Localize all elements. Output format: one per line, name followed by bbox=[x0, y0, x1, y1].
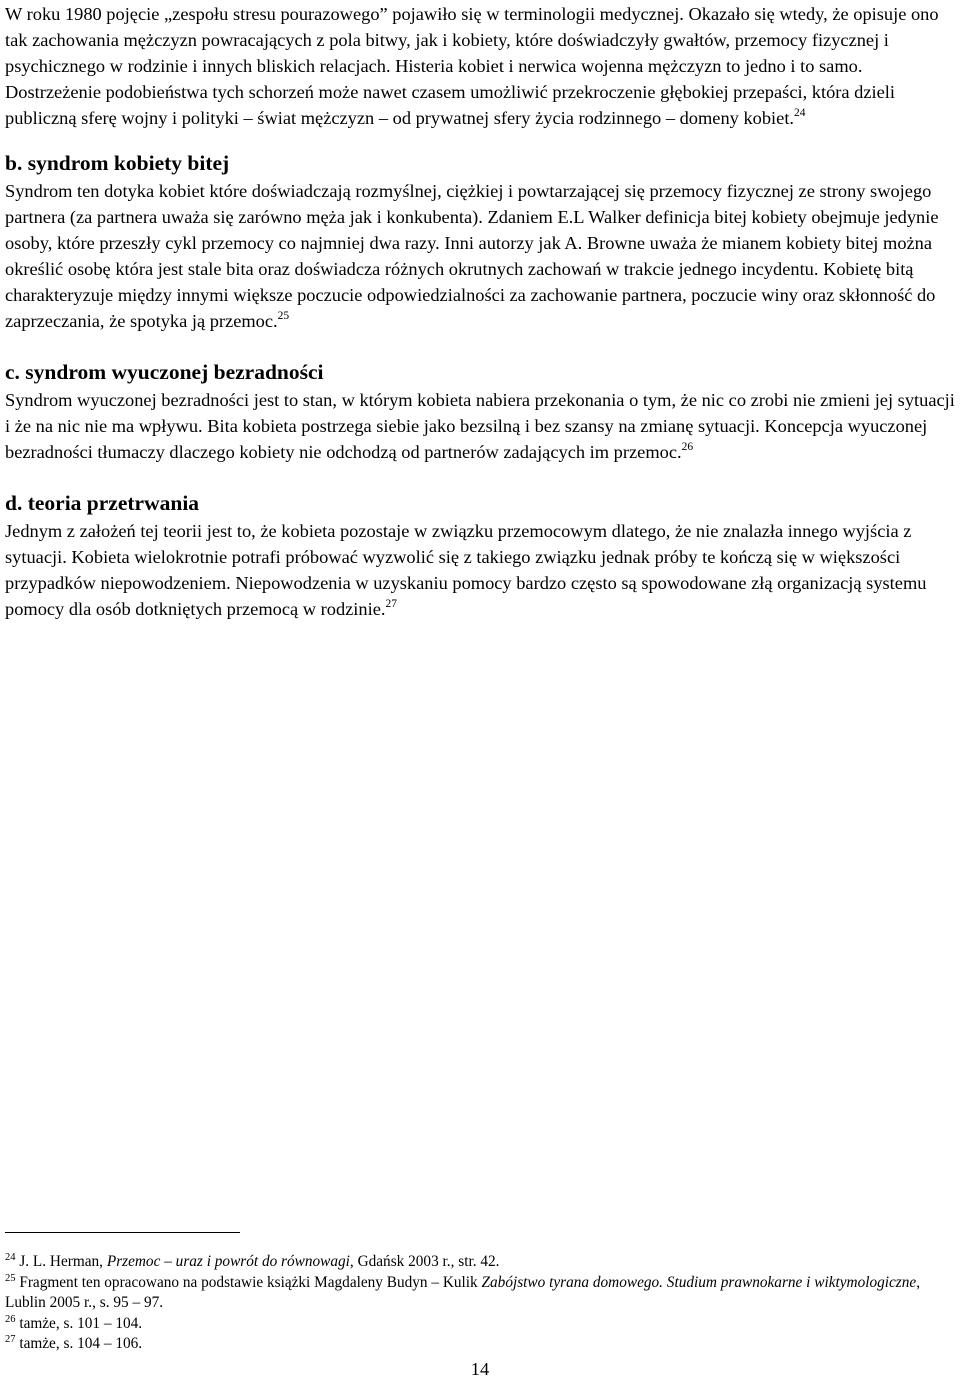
footnote-text: Fragment ten opracowano na podstawie książki Magdaleny Budyn – Kulik bbox=[15, 1273, 482, 1291]
footnote-ref-24: 24 bbox=[794, 107, 806, 119]
footnote-number: 26 bbox=[5, 1313, 16, 1325]
section-d-heading: d. teoria przetrwania bbox=[5, 491, 200, 515]
footnote-text: , Gdańsk 2003 r., str. 42. bbox=[349, 1253, 500, 1270]
footnote-title: Zabójstwo tyrana domowego. Studium prawnokarne i wiktymologiczne bbox=[481, 1273, 917, 1291]
section-b-paragraph bbox=[5, 178, 955, 334]
section-c-paragraph bbox=[5, 387, 955, 465]
footnote-text: , Lublin 2005 r., s. 95 – 97. bbox=[5, 1273, 921, 1311]
section-b-heading: b. syndrom kobiety bitej bbox=[5, 151, 230, 175]
footnote-number: 24 bbox=[5, 1252, 16, 1263]
section-c-heading: c. syndrom wyuczonej bezradności bbox=[5, 360, 324, 384]
footnote-25 bbox=[5, 1273, 955, 1314]
intro-text: W roku 1980 pojęcie „zespołu stresu pourazowego” pojawiło się w terminologii medycznej. Okazało się wtedy, że opisuje ono tak zachowania mężczyzn powracających z pola bitwy, jak i kobiety, które doświadczyły gwałtów, przemocy fizycznej i psychicznego w rodzinie i innych bliskich relacjach. Histeria kobiet i nerwica wojenna mężczyzn to jedno i to samo. Dostrzeżenie podobieństwa tych schorzeń może nawet czasem umożliwić przekroczenie głębokiej przepaści, która dzieli publiczną sferę wojny i polityki – świat mężczyzn – od prywatnej sfery życia rodzinnego – domeny kobiet. bbox=[5, 4, 939, 128]
section-d-paragraph bbox=[5, 518, 955, 622]
footnotes bbox=[5, 1252, 955, 1355]
footnote-separator bbox=[5, 1232, 240, 1233]
footnote-26 bbox=[5, 1314, 955, 1335]
footnote-number: 25 bbox=[5, 1272, 16, 1284]
page-number: 14 bbox=[470, 1359, 490, 1379]
footnote-text: tamże, s. 101 – 104. bbox=[15, 1314, 143, 1332]
footnote-ref-27: 27 bbox=[385, 598, 397, 610]
document-page bbox=[5, 0, 955, 622]
section-b-text: Syndrom ten dotyka kobiet które doświadczają rozmyślnej, ciężkiej i powtarzającej się przemocy fizycznej ze strony swojego partnera (za partnera uważa się zarówno męża jak i konkubenta). Zdaniem E.L Walker definicja bitej kobiety obejmuje jedynie osoby, które przeszły cykl przemocy co najmniej dwa razy. Inni autorzy jak A. Browne uważa że mianem kobiety bitej można określić osobę która jest stale bita oraz doświadcza różnych okrutnych zachowań w trakcie jednego incydentu. Kobietę bitą charakteryzuje między innymi większe poczucie odpowiedzialności za zachowanie partnera, poczucie winy oraz skłonność do zaprzeczania, że spotyka ją przemoc. bbox=[5, 181, 939, 331]
section-d-text: Jednym z założeń tej teorii jest to, że kobieta pozostaje w związku przemocowym dlatego, że nie znalazła innego wyjścia z sytuacji. Kobieta wielokrotnie potrafi próbować wyzwolić się z takiego związku jednak próby te kończą się w większości przypadków niepowodzeniem. Niepowodzenia w uzyskaniu pomocy bardzo często są spowodowane złą organizacją systemu pomocy dla osób dotkniętych przemocą w rodzinie. bbox=[5, 521, 927, 619]
footnote-text: J. L. Herman, bbox=[15, 1253, 107, 1270]
intro-paragraph bbox=[5, 1, 955, 131]
footnote-27 bbox=[5, 1334, 955, 1355]
footnote-24 bbox=[5, 1252, 955, 1273]
footnote-number: 27 bbox=[5, 1334, 16, 1345]
footnote-ref-26: 26 bbox=[681, 441, 694, 453]
section-c-text: Syndrom wyuczonej bezradności jest to stan, w którym kobieta nabiera przekonania o tym, że nic co zrobi nie zmieni jej sytuacji i że na nic nie ma wpływu. Bita kobieta postrzega siebie jako bezsilną i bez szansy na zmianę sytuacji. Koncepcja wyuczonej bezradności tłumaczy dlaczego kobiety nie odchodzą od partnerów zadających im przemoc. bbox=[5, 390, 955, 462]
footnote-ref-25: 25 bbox=[277, 310, 290, 322]
footnote-title: Przemoc – uraz i powrót do równowagi bbox=[106, 1253, 350, 1270]
footnote-text: tamże, s. 104 – 106. bbox=[15, 1335, 143, 1352]
